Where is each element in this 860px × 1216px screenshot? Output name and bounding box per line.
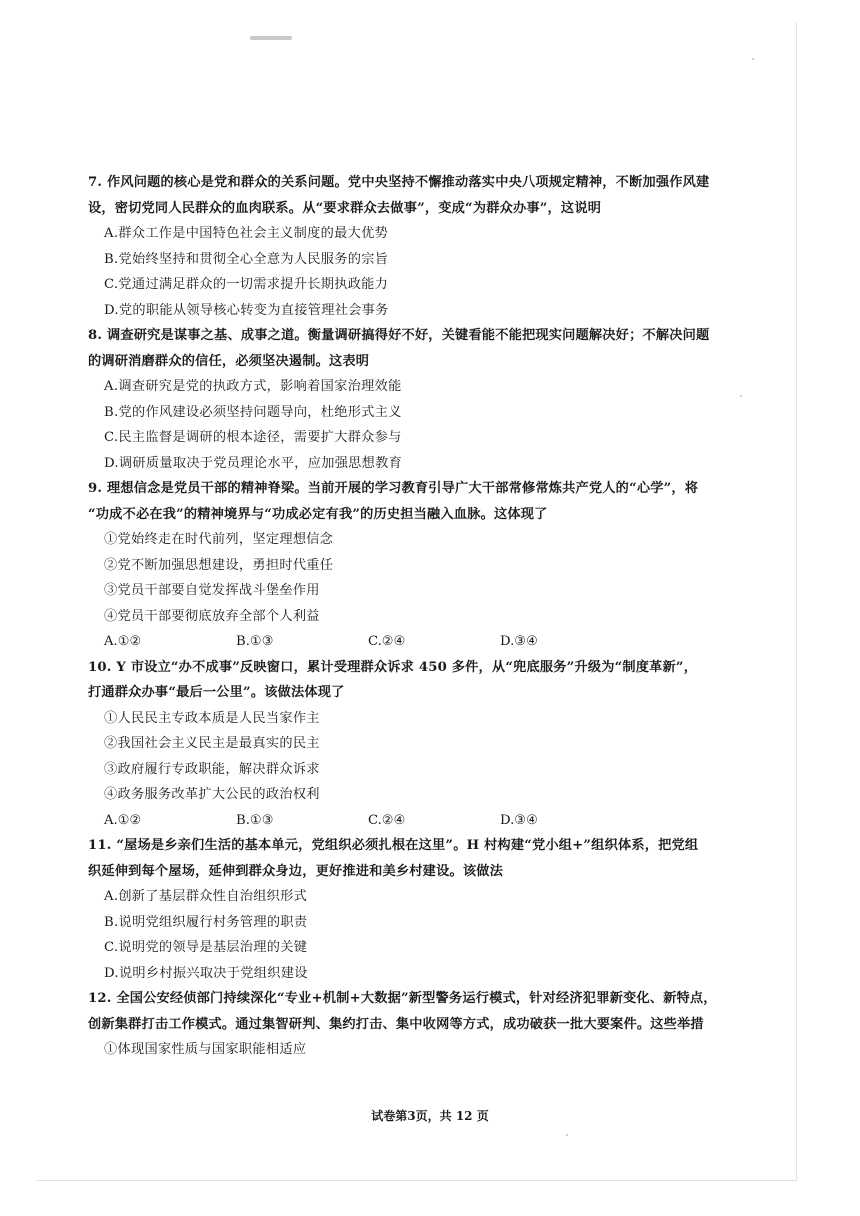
option: C.民主监督是调研的根本途径，需要扩大群众参与: [104, 430, 402, 445]
statement: ③党员干部要自觉发挥战斗堡垒作用: [104, 583, 320, 598]
question-stem-line: 7. 作风问题的核心是党和群众的关系问题。党中央坚持不懈推动落实中央八项规定精神，不断加强作风建: [88, 175, 710, 190]
statement: ①党始终走在时代前列，坚定理想信念: [104, 532, 334, 547]
statement: ②我国社会主义民主是最真实的民主: [104, 736, 320, 751]
choice: C.②④: [368, 634, 406, 649]
statement: ②党不断加强思想建设，勇担时代重任: [104, 557, 334, 573]
option: B.党的作风建设必须坚持问题导向，杜绝形式主义: [104, 404, 402, 420]
question-stem-line: 10. Y 市设立“办不成事”反映窗口，累计受理群众诉求 450 多件，从“兜底服务”升级为“制度革新”，: [88, 659, 698, 675]
statement: ④政务服务改革扩大公民的政治权利: [104, 787, 320, 802]
question-stem-line: 的调研消磨群众的信任，必须坚决遏制。这表明: [88, 353, 370, 369]
question-stem-line: 12. 全国公安经侦部门持续深化“专业+机制+大数据”新型警务运行模式，针对经济犯罪新变化、新特点，: [88, 991, 717, 1006]
option: A.调查研究是党的执政方式，影响着国家治理效能: [104, 379, 402, 394]
question-10: [88, 655, 748, 834]
choice: B.①③: [236, 634, 274, 649]
option: A.创新了基层群众性自治组织形式: [104, 889, 308, 904]
question-stem-line: “功成不必在我”的精神境界与“功成必定有我”的历史担当融入血脉。这体现了: [88, 506, 548, 522]
scan-smudge: [250, 36, 292, 40]
option: D.说明乡村振兴取决于党组织建设: [104, 965, 308, 981]
question-stem-line: 创新集群打击工作模式。通过集智研判、集约打击、集中收网等方式，成功破获一批大要案件。这些举措: [88, 1016, 704, 1032]
option: D.调研质量取决于党员理论水平，应加强思想教育: [104, 455, 403, 471]
question-12: [88, 986, 748, 1063]
scan-speck: [752, 58, 754, 60]
choice: D.③④: [500, 812, 538, 828]
question-8: [88, 323, 748, 476]
choice: B.①③: [236, 812, 274, 828]
statement: ①人民民主专政本质是人民当家作主: [104, 710, 320, 726]
question-stem-line: 设，密切党同人民群众的血肉联系。从“要求群众去做事”，变成“为群众办事”，这说明: [88, 200, 602, 216]
page-footer: 试卷第3页，共 12 页: [371, 1109, 489, 1123]
question-9: [88, 476, 748, 655]
option: A.群众工作是中国特色社会主义制度的最大优势: [104, 226, 389, 241]
choice: C.②④: [368, 812, 406, 828]
exam-content: [88, 170, 748, 1063]
question-stem-line: 打通群众办事“最后一公里”。该做法体现了: [88, 685, 345, 700]
question-stem-line: 11. “屋场是乡亲们生活的基本单元，党组织必须扎根在这里”。H 村构建“党小组+”组织体系，把党组: [88, 838, 699, 853]
answer-choices: [88, 808, 748, 834]
answer-choices: [88, 629, 748, 655]
statement: ①体现国家性质与国家职能相适应: [104, 1042, 307, 1057]
question-stem-line: 织延伸到每个屋场，延伸到群众身边，更好推进和美乡村建设。该做法: [88, 863, 504, 879]
option: C.说明党的领导是基层治理的关键: [104, 940, 308, 955]
question-stem-line: 9. 理想信念是党员干部的精神脊梁。当前开展的学习教育引导广大干部常修常炼共产党人的“心学”，将: [88, 481, 699, 496]
question-11: [88, 833, 748, 986]
scan-speck: [566, 1134, 568, 1136]
option: C.党通过满足群众的一切需求提升长期执政能力: [104, 277, 389, 292]
choice: D.③④: [500, 634, 538, 649]
option: B.说明党组织履行村务管理的职责: [104, 914, 308, 930]
statement: ④党员干部要彻底放弃全部个人利益: [104, 608, 320, 624]
statement: ③政府履行专政职能，解决群众诉求: [104, 761, 320, 777]
option: B.党始终坚持和贯彻全心全意为人民服务的宗旨: [104, 251, 389, 267]
choice: A.①②: [104, 634, 142, 649]
option: D.党的职能从领导核心转变为直接管理社会事务: [104, 302, 389, 318]
question-stem-line: 8. 调查研究是谋事之基、成事之道。衡量调研搞得好不好，关键看能不能把现实问题解决好；不解决问题: [88, 328, 710, 343]
question-7: [88, 170, 748, 323]
choice: A.①②: [104, 812, 142, 828]
